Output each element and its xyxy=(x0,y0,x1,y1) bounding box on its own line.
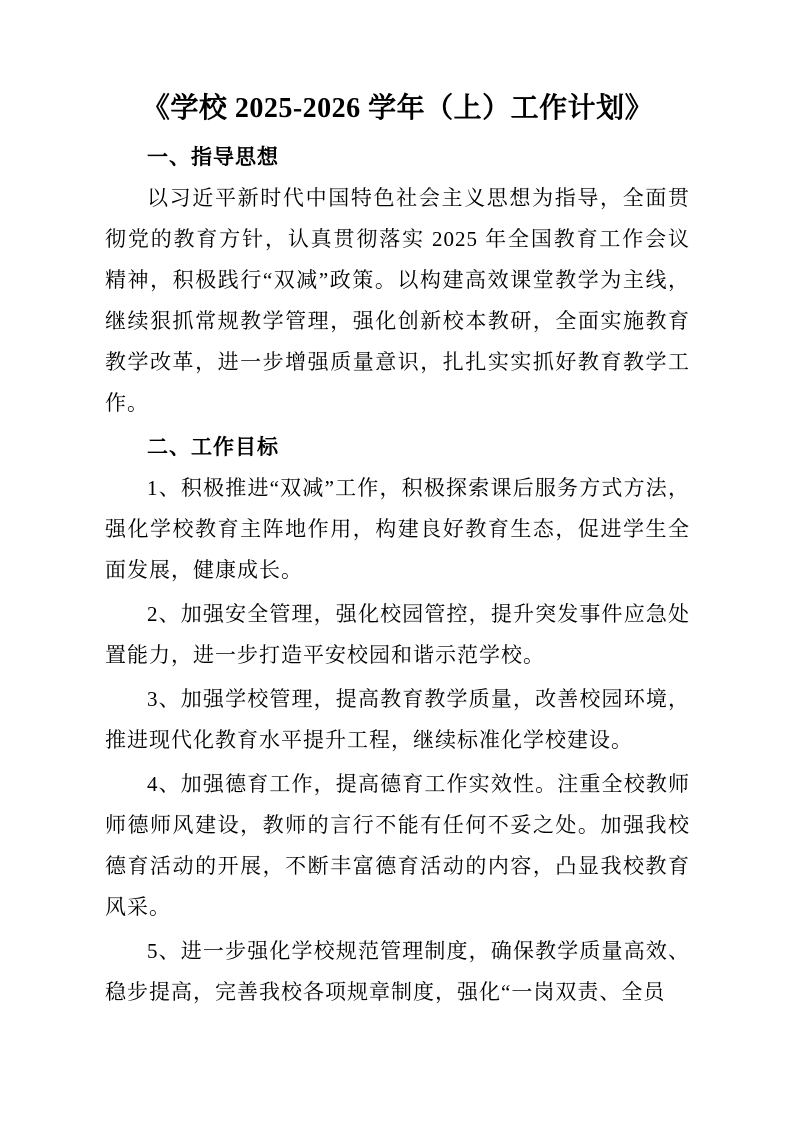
work-goal-item-2: 2、加强安全管理，强化校园管控，提升突发事件应急处置能力，进一步打造平安校园和谐示范学校。 xyxy=(105,602,690,667)
section-heading-work-goals: 二、工作目标 xyxy=(147,435,279,459)
work-goal-item-4: 4、加强德育工作，提高德育工作实效性。注重全校教师师德师风建设，教师的言行不能有任何不妥之处。加强我校德育活动的开展，不断丰富德育活动的内容，凸显我校教育风采。 xyxy=(105,772,690,919)
work-goal-item-1: 1、积极推进“双减”工作，积极探索课后服务方式方法，强化学校教育主阵地作用，构建良好教育生态，促进学生全面发展，健康成长。 xyxy=(105,476,690,582)
document-title: 《学校 2025-2026 学年（上）工作计划》 xyxy=(141,93,654,124)
work-goal-item-5: 5、进一步强化学校规范管理制度，确保教学质量高效、稳步提高，完善我校各项规章制度，强化“一岗双责、全员 xyxy=(105,939,690,1004)
guiding-ideology-paragraph: 以习近平新时代中国特色社会主义思想为指导，全面贯彻党的教育方针，认真贯彻落实 2025 年全国教育工作会议精神，积极践行“双减”政策。以构建高效课堂教学为主线，继续狠抓常规教学管理，强化创新校本教研，全面实施教育教学改革，进一步增强质量意识，扎扎实实抓好教育教学工作。 xyxy=(105,186,690,415)
section-heading-guiding-ideology: 一、指导思想 xyxy=(147,145,279,169)
work-goal-item-3: 3、加强学校管理，提高教育教学质量，改善校园环境，推进现代化教育水平提升工程，继续标准化学校建设。 xyxy=(105,687,690,752)
